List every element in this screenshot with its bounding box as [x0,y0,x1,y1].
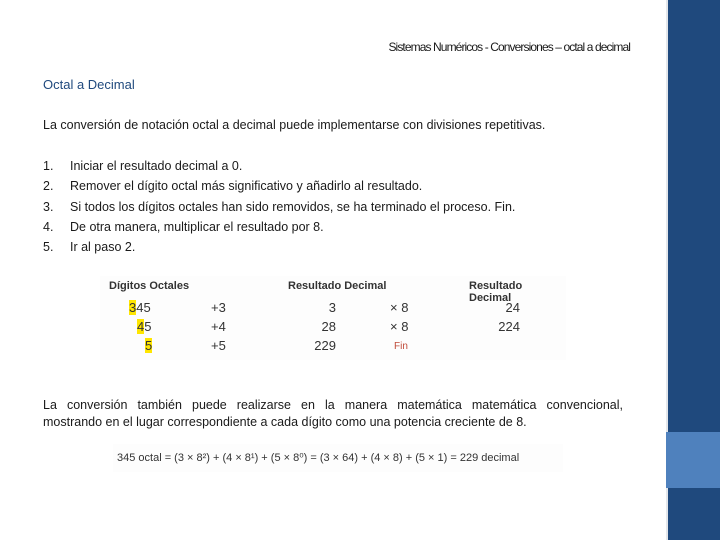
table-row-operation: × 8 [390,319,409,334]
table-row-add: +4 [211,319,226,334]
list-item [43,217,515,237]
paragraph-line: mostrando en el lugar correspondiente a cada dígito como una potencia creciente de 8. [43,415,527,429]
body-paragraph [43,397,623,431]
step-text: Si todos los dígitos octales han sido removidos, se ha terminado el proceso. Fin. [70,199,516,214]
column-header-decimal-result-2: Resultado Decimal [469,280,523,304]
table-row-result: 28 [321,319,336,334]
step-number: 3. [43,199,54,214]
column-header-decimal-result: Resultado Decimal [288,280,387,292]
formula-text: 345 octal = (3 × 8²) + (4 × 8¹) + (5 × 8⁰) = (3 × 64) + (4 × 8) + (5 × 1) = 229 decimal [117,452,520,464]
list-item [43,176,515,196]
intro-text: La conversión de notación octal a decimal puede implementarse con divisiones repetitivas. [43,118,546,132]
table-row-product: 24 [505,300,520,315]
highlighted-digit: 5 [145,338,153,353]
table-row-result: 229 [314,338,336,353]
step-number: 4. [43,219,54,234]
highlighted-digit: 4 [137,319,145,334]
step-text: Ir al paso 2. [70,240,136,255]
step-number: 2. [43,179,54,194]
table-row-result: 3 [328,300,336,315]
conversion-table-image [100,276,566,360]
step-number: 5. [43,240,54,255]
table-row-digits: 45 [137,319,152,334]
list-item [43,237,515,257]
slide-header: Sistemas Numéricos - Conversiones – octal a decimal [388,40,630,54]
formula-image [113,444,563,472]
paragraph-line: La conversión también puede realizarse en la manera matemática matemática convencional, [43,398,623,412]
table-row-digits [145,338,152,353]
section-title: Octal a Decimal [43,77,135,92]
column-header-octal-digits: Dígitos Octales [109,280,190,292]
table-row-operation: × 8 [390,300,409,315]
steps-list [43,156,515,257]
table-row-add: +5 [211,338,226,353]
step-text: Remover el dígito octal más significativo y añadirlo al resultado. [70,179,423,194]
table-row-add: +3 [211,300,226,315]
list-item [43,197,515,217]
step-number: 1. [43,159,54,173]
sidebar-accent-block [666,432,720,488]
sidebar-decoration [666,0,720,540]
table-row-product: 224 [498,319,520,334]
table-row-end-label: Fin [394,341,408,352]
highlighted-digit: 3 [129,300,137,315]
step-text: De otra manera, multiplicar el resultado por 8. [70,219,324,234]
list-item [43,156,515,176]
table-row-digits: 345 [129,300,151,315]
step-text: Iniciar el resultado decimal a 0. [70,159,243,173]
